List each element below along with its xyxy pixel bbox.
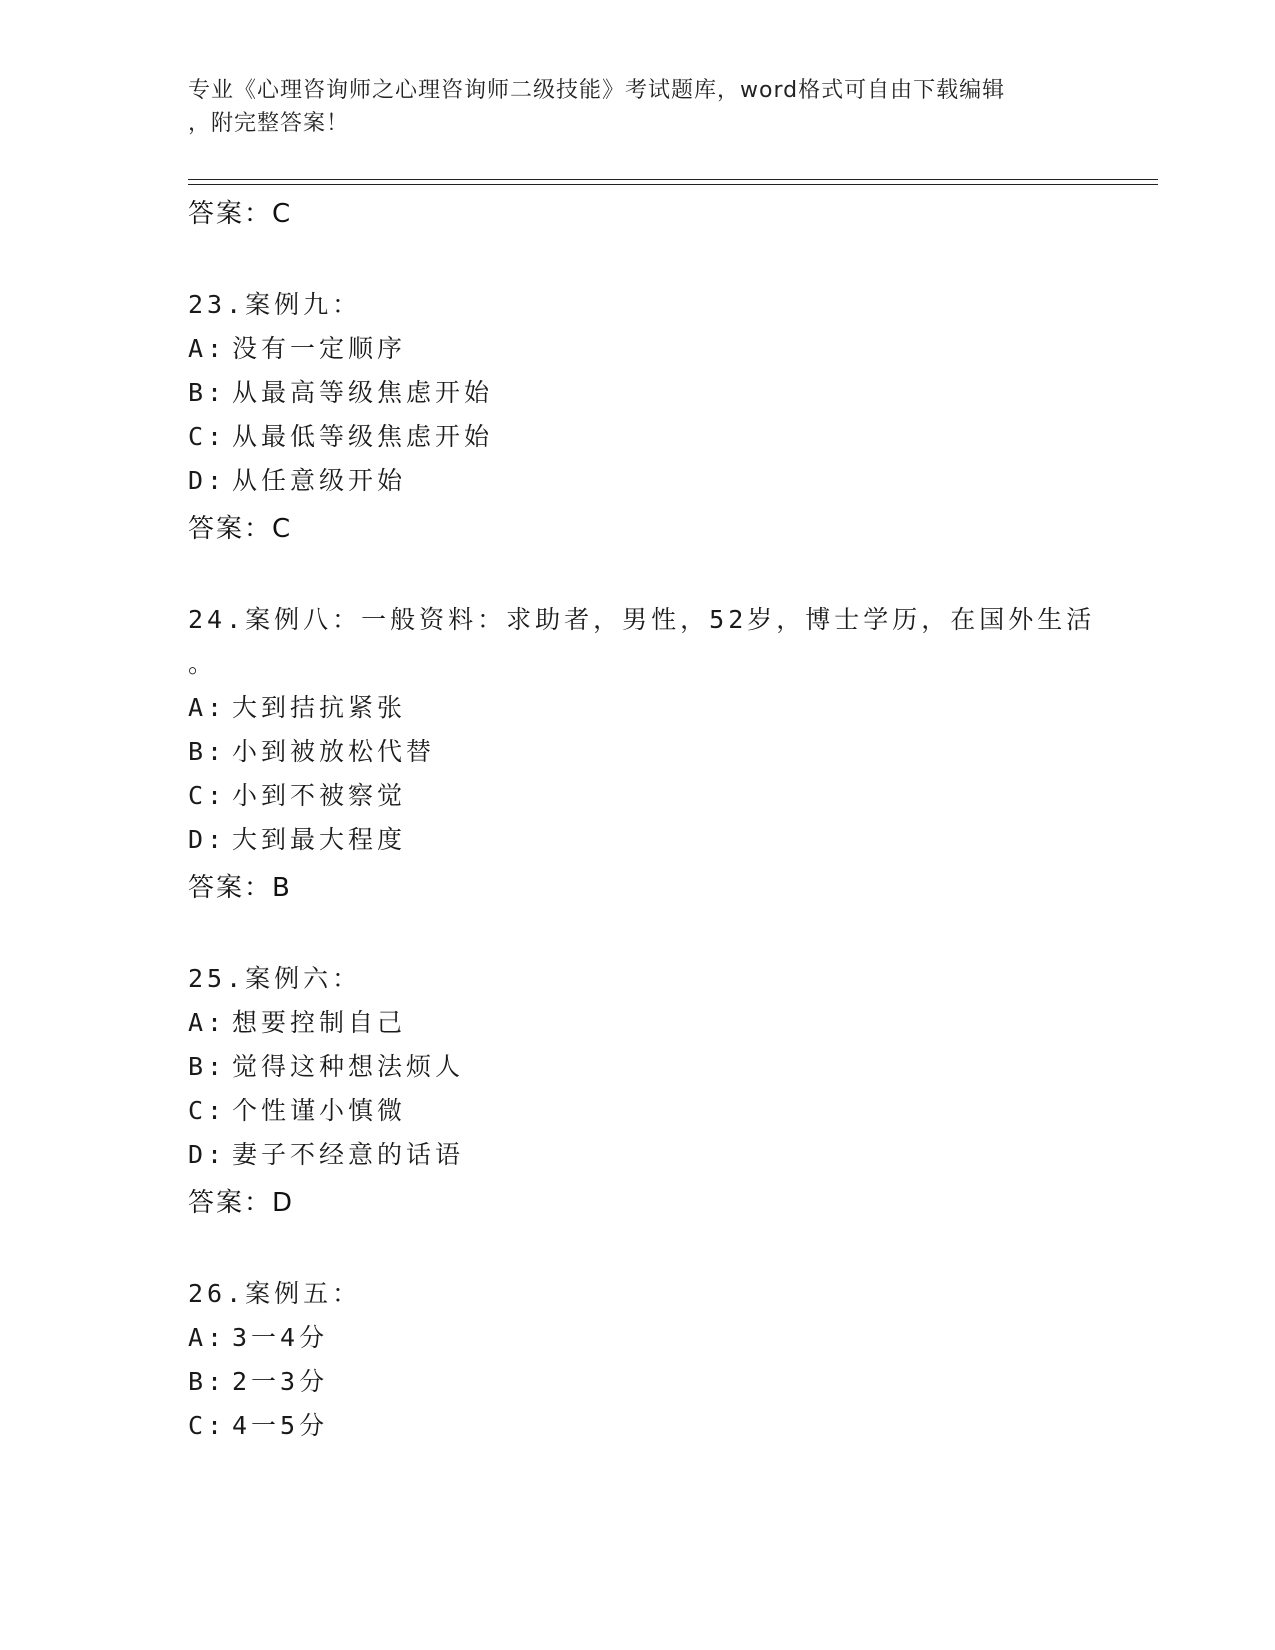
option-text: 小到不被察觉 — [232, 781, 407, 810]
option-key: A: — [188, 334, 227, 363]
question-24-option-d — [188, 820, 406, 856]
option-text: 3一4分 — [232, 1323, 329, 1352]
option-text: 个性谨小慎微 — [232, 1096, 407, 1125]
option-key: C: — [188, 422, 227, 451]
question-23-option-d — [188, 461, 406, 497]
header-line-1: 专业《心理咨询师之心理咨询师二级技能》考试题库，word格式可自由下载编辑 — [188, 78, 1006, 103]
option-key: A: — [188, 693, 227, 722]
option-key: C: — [188, 1411, 227, 1440]
header-divider-top — [188, 179, 1158, 180]
question-23-option-b — [188, 373, 493, 409]
question-24-title-cont: 。 — [188, 649, 218, 678]
option-key: C: — [188, 1096, 227, 1125]
header-line-2: ，附完整答案！ — [188, 111, 350, 136]
question-25-option-b — [188, 1047, 464, 1083]
header-divider-bottom — [188, 184, 1158, 185]
option-key: B: — [188, 1052, 227, 1081]
option-key: A: — [188, 1323, 227, 1352]
answer-previous: 答案：C — [188, 199, 293, 229]
question-26-option-b — [188, 1362, 328, 1398]
option-key: A: — [188, 1008, 227, 1037]
option-text: 觉得这种想法烦人 — [232, 1052, 465, 1081]
option-text: 4一5分 — [232, 1411, 329, 1440]
option-text: 小到被放松代替 — [232, 737, 436, 766]
question-24-option-a — [188, 688, 406, 724]
question-26-option-c — [188, 1406, 328, 1442]
option-key: C: — [188, 781, 227, 810]
question-24-title: 24.案例八：一般资料：求助者，男性，52岁，博士学历，在国外生活 — [188, 605, 1096, 634]
option-key: D: — [188, 825, 227, 854]
option-text: 没有一定顺序 — [232, 334, 407, 363]
question-25-answer: 答案：D — [188, 1188, 295, 1218]
document-header — [188, 74, 1068, 140]
option-text: 从任意级开始 — [232, 466, 407, 495]
question-25-title: 25.案例六： — [188, 964, 362, 993]
question-23-answer: 答案：C — [188, 514, 293, 544]
option-key: B: — [188, 1367, 227, 1396]
question-24-option-b — [188, 732, 435, 768]
question-24-answer: 答案：B — [188, 873, 292, 903]
option-text: 从最低等级焦虑开始 — [232, 422, 494, 451]
question-23-title: 23.案例九： — [188, 290, 362, 319]
option-text: 想要控制自己 — [232, 1008, 407, 1037]
question-23-option-c — [188, 417, 493, 453]
option-key: B: — [188, 378, 227, 407]
question-25-option-d — [188, 1135, 464, 1171]
option-text: 从最高等级焦虑开始 — [232, 378, 494, 407]
question-26-title: 26.案例五： — [188, 1279, 362, 1308]
question-23-option-a — [188, 329, 406, 365]
option-key: D: — [188, 466, 227, 495]
option-key: D: — [188, 1140, 227, 1169]
option-key: B: — [188, 737, 227, 766]
question-26-option-a — [188, 1318, 328, 1354]
option-text: 2一3分 — [232, 1367, 329, 1396]
option-text: 大到拮抗紧张 — [232, 693, 407, 722]
question-25-option-a — [188, 1003, 406, 1039]
question-24-option-c — [188, 776, 406, 812]
option-text: 大到最大程度 — [232, 825, 407, 854]
option-text: 妻子不经意的话语 — [232, 1140, 465, 1169]
question-25-option-c — [188, 1091, 406, 1127]
